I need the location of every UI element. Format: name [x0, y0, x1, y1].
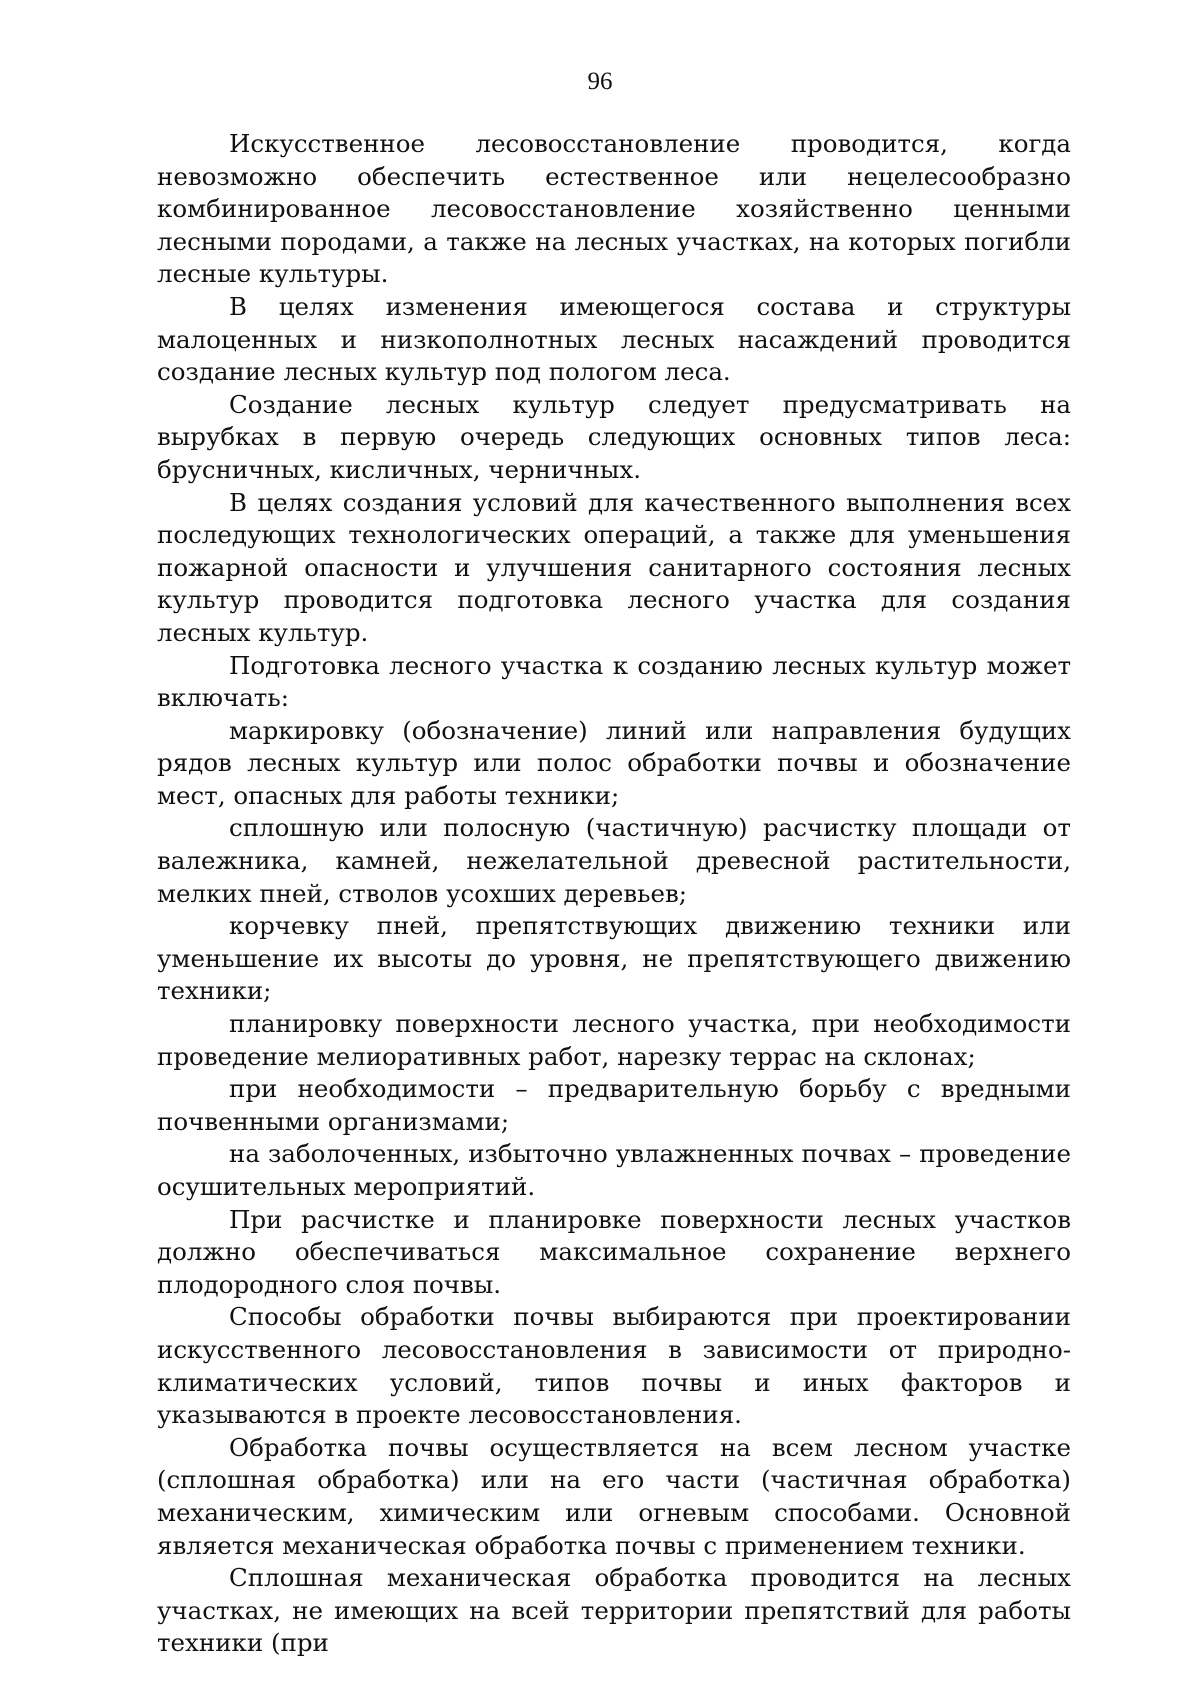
document-body — [157, 128, 1071, 1660]
list-item: планировку поверхности лесного участка, при необходимости проведение мелиоративных работ, нарезку террас на склонах; — [157, 1009, 1071, 1071]
paragraph: Искусственное лесовосстановление проводится, когда невозможно обеспечить естественное или нецелесообразно комбинированное лесовосстановление хозяйственно ценными лесными породами, а также на лесных участках, на которых погибли лесные культуры. — [157, 129, 1071, 289]
paragraph: Способы обработки почвы выбираются при проектировании искусственного лесовосстановления в зависимости от природно-климатических условий, типов почвы и иных факторов и указываются в проекте лесовосстановления. — [157, 1302, 1071, 1430]
paragraph: Подготовка лесного участка к созданию лесных культур может включать: — [157, 650, 1071, 713]
paragraph: Обработка почвы осуществляется на всем лесном участке (сплошная обработка) или на его части (частичная обработка) механическим, химическим или огневым способами. Основной является механическая обработка почвы с применением техники. — [157, 1432, 1071, 1560]
paragraph: Сплошная механическая обработка проводится на лесных участках, не имеющих на всей территории препятствий для работы техники (при — [157, 1563, 1071, 1658]
list-item: на заболоченных, избыточно увлажненных почвах – проведение осушительных мероприятий. — [157, 1139, 1071, 1201]
list-item: корчевку пней, препятствующих движению техники или уменьшение их высоты до уровня, не препятствующего движению техники; — [157, 911, 1071, 1006]
list-item: при необходимости – предварительную борьбу с вредными почвенными организмами; — [157, 1074, 1071, 1136]
page-number: 96 — [587, 68, 613, 95]
paragraph: Создание лесных культур следует предусматривать на вырубках в первую очередь следующих основных типов леса: брусничных, кисличных, черничных. — [157, 389, 1071, 484]
list-item: маркировку (обозначение) линий или направления будущих рядов лесных культур или полос обработки почвы и обозначение мест, опасных для работы техники; — [157, 715, 1071, 810]
paragraph: В целях создания условий для качественного выполнения всех последующих технологических операций, а также для уменьшения пожарной опасности и улучшения санитарного состояния лесных культур проводится подготовка лесного участка для создания лесных культур. — [157, 487, 1071, 647]
paragraph: В целях изменения имеющегося состава и структуры малоценных и низкополнотных лесных насаждений проводится создание лесных культур под пологом леса. — [157, 291, 1071, 387]
paragraph: При расчистке и планировке поверхности лесных участков должно обеспечиваться максимальное сохранение верхнего плодородного слоя почвы. — [157, 1204, 1071, 1299]
list-item: сплошную или полосную (частичную) расчистку площади от валежника, камней, нежелательной древесной растительности, мелких пней, стволов усохших деревьев; — [157, 813, 1071, 908]
